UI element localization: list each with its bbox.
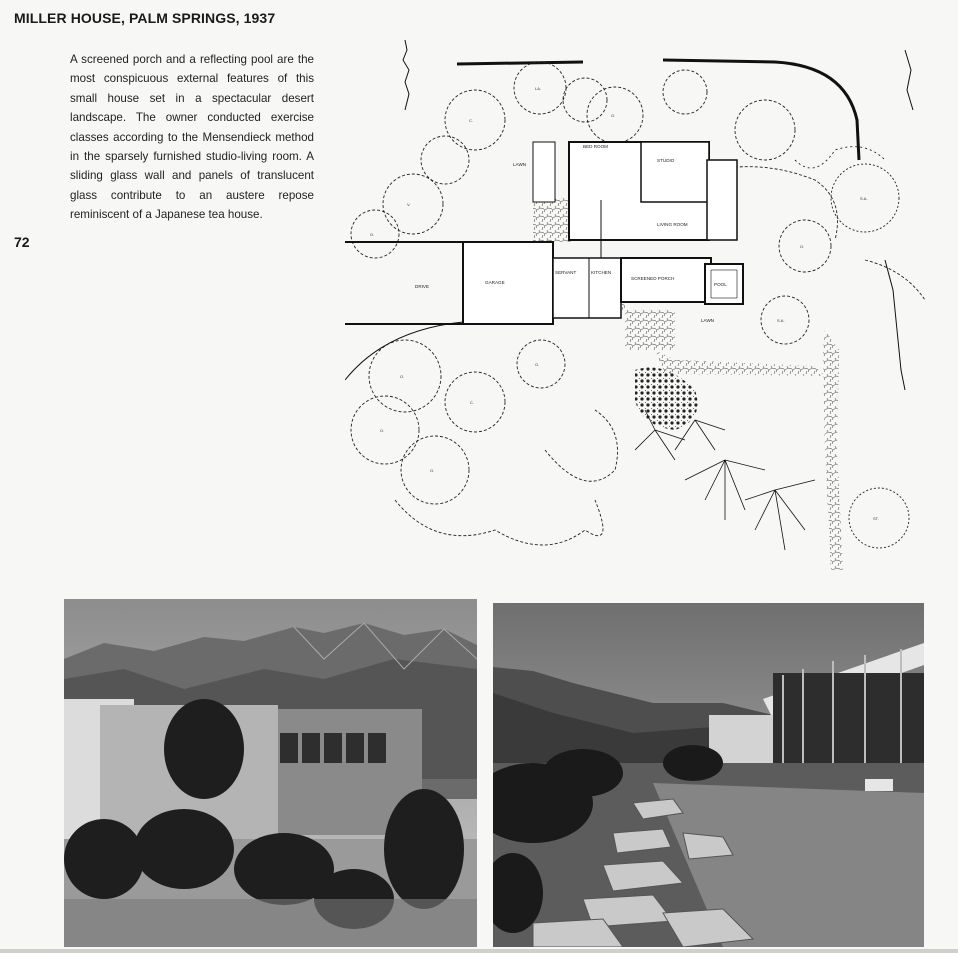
svg-text:S.A.: S.A. [860, 196, 868, 201]
page-title: MILLER HOUSE, PALM SPRINGS, 1937 [14, 10, 276, 26]
svg-text:ST.: ST. [873, 516, 879, 521]
label-drive: DRIVE [415, 284, 430, 289]
label-screened-porch: SCREENED PORCH [631, 276, 675, 281]
label-pool: POOL [714, 282, 727, 287]
description-paragraph: A screened porch and a reflecting pool are the most conspicuous external features of this small house set in a spectacular desert landscape. The owner conducted exercise classes according to the Mensendieck method in the sparsely furnished studio-living room. A sliding glass wall and panels of translucent glass contribute to an austere repose reminiscent of a Japanese tea house. [70, 53, 314, 222]
desert-garden [635, 368, 815, 551]
label-bedroom: BED ROOM [583, 144, 609, 149]
svg-text:O.: O. [380, 428, 385, 433]
label-studio: STUDIO [657, 158, 675, 163]
house-plan [463, 142, 743, 324]
label-servant: SERVANT [555, 270, 577, 275]
photo-porch-lawn-path [493, 603, 924, 947]
svg-text:C.: C. [470, 400, 474, 405]
svg-text:C.: C. [469, 118, 473, 123]
label-kitchen: KITCHEN [591, 270, 612, 275]
page-edge [0, 949, 958, 953]
label-garage: GARAGE [485, 280, 505, 285]
svg-text:V.: V. [407, 202, 411, 207]
svg-text:O.: O. [800, 244, 805, 249]
svg-text:LA.: LA. [535, 86, 542, 91]
trees [351, 62, 925, 548]
drive-edges [345, 242, 463, 380]
site-plan-drawing [345, 30, 945, 578]
label-lawn-east: LAWN [701, 318, 715, 323]
svg-text:O.: O. [430, 468, 435, 473]
svg-text:O.: O. [535, 362, 540, 367]
page-number: 72 [14, 234, 30, 250]
svg-text:O.: O. [370, 232, 375, 237]
svg-text:S.A.: S.A. [777, 318, 785, 323]
svg-text:O.: O. [611, 113, 616, 118]
photo-house-mountains [64, 599, 477, 947]
svg-text:O.: O. [400, 374, 405, 379]
label-lawn: LAWN [513, 162, 527, 167]
label-living-room: LIVING ROOM [657, 222, 688, 227]
